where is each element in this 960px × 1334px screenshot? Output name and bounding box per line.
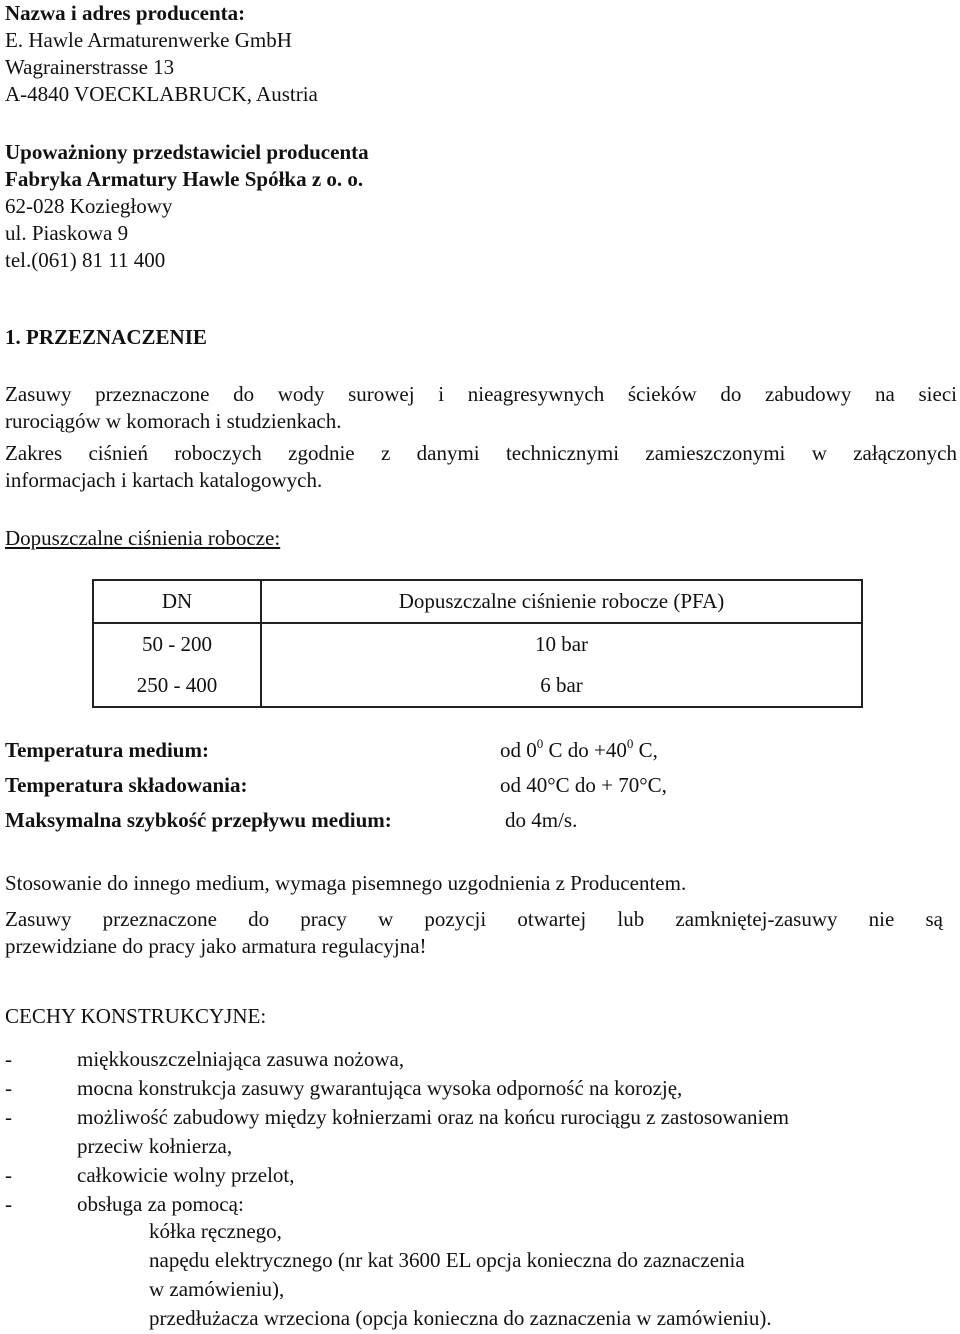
producer-line: Wagrainerstrasse 13	[5, 55, 175, 79]
medium-temp-label: Temperatura medium:	[5, 738, 209, 762]
table-header-row	[93, 580, 862, 623]
feature-item: miękkouszczelniająca zasuwa nożowa,	[77, 1047, 405, 1071]
table-cell-dn: 50 - 200	[93, 623, 261, 665]
table-header-pfa: Dopuszczalne ciśnienie robocze (PFA)	[261, 580, 862, 623]
producer-line: E. Hawle Armaturenwerke GmbH	[5, 28, 292, 52]
feature-item: obsługa za pomocą:	[77, 1192, 244, 1216]
pressure-heading: Dopuszczalne ciśnienia robocze:	[5, 526, 281, 550]
representative-line: ul. Piaskowa 9	[5, 221, 129, 245]
feature-sub-item: przedłużacza wrzeciona (opcja konieczna do zaznaczenia w zamówieniu).	[149, 1306, 772, 1330]
section-heading-features: CECHY KONSTRUKCYJNE:	[5, 1004, 267, 1028]
bullet-dash: -	[5, 1105, 12, 1129]
feature-item: całkowicie wolny przelot,	[77, 1163, 295, 1187]
representative-heading: Upoważniony przedstawiciel producenta	[5, 140, 369, 164]
representative-line: tel.(061) 81 11 400	[5, 248, 166, 272]
producer-line: A-4840 VOECKLABRUCK, Austria	[5, 82, 318, 106]
representative-line: 62-028 Koziegłowy	[5, 194, 173, 218]
purpose-paragraph-line: Zasuwy przeznaczone do wody surowej i nieagresywnych ścieków do zabudowy na sieci	[5, 382, 957, 406]
table-cell-pfa: 6 bar	[540, 673, 583, 697]
feature-sub-item: napędu elektrycznego (nr kat 3600 EL opcja konieczna do zaznaczenia	[149, 1248, 745, 1272]
purpose-paragraph-line: informacjach i kartach katalogowych.	[5, 468, 323, 492]
table-cell-dn: 250 - 400	[93, 665, 261, 707]
storage-temp-label: Temperatura składowania:	[5, 773, 248, 797]
feature-item: możliwość zabudowy między kołnierzami oraz na końcu rurociągu z zastosowaniem	[77, 1105, 790, 1129]
feature-item: mocna konstrukcja zasuwy gwarantująca wysoka odporność na korozję,	[77, 1076, 683, 1100]
flow-speed-label: Maksymalna szybkość przepływu medium:	[5, 808, 392, 832]
table-header-dn: DN	[93, 580, 261, 623]
note-line: Zasuwy przeznaczone do pracy w pozycji otwartej lub zamkniętej-zasuwy nie są	[5, 907, 943, 931]
flow-speed-value: do 4m/s.	[505, 808, 578, 832]
note-line: Stosowanie do innego medium, wymaga pisemnego uzgodnienia z Producentem.	[5, 871, 687, 895]
purpose-paragraph-line: Zakres ciśnień roboczych zgodnie z danymi technicznymi zamieszczonymi w załączonych	[5, 441, 957, 465]
bullet-dash: -	[5, 1047, 12, 1071]
section-heading-purpose: 1. PRZEZNACZENIE	[5, 325, 207, 349]
producer-heading: Nazwa i adres producenta:	[5, 1, 246, 25]
feature-item-continuation: przeciw kołnierza,	[77, 1134, 233, 1158]
bullet-dash: -	[5, 1076, 12, 1100]
bullet-dash: -	[5, 1192, 12, 1216]
table-row	[93, 665, 862, 707]
representative-name: Fabryka Armatury Hawle Spółka z o. o.	[5, 167, 364, 191]
feature-sub-item: kółka ręcznego,	[149, 1219, 282, 1243]
table-row	[93, 623, 862, 665]
bullet-dash: -	[5, 1163, 12, 1187]
note-line: przewidziane do pracy jako armatura regulacyjna!	[5, 934, 427, 958]
medium-temp-value: od $0^0$ C do $+40^0$ C,	[500, 736, 658, 762]
table-cell-pfa: 10 bar	[534, 632, 589, 656]
storage-temp-value: od 40°C do + 70°C,	[500, 773, 667, 797]
feature-sub-item: w zamówieniu),	[149, 1277, 285, 1301]
pressure-table	[92, 579, 863, 708]
purpose-paragraph-line: rurociągów w komorach i studzienkach.	[5, 409, 342, 433]
